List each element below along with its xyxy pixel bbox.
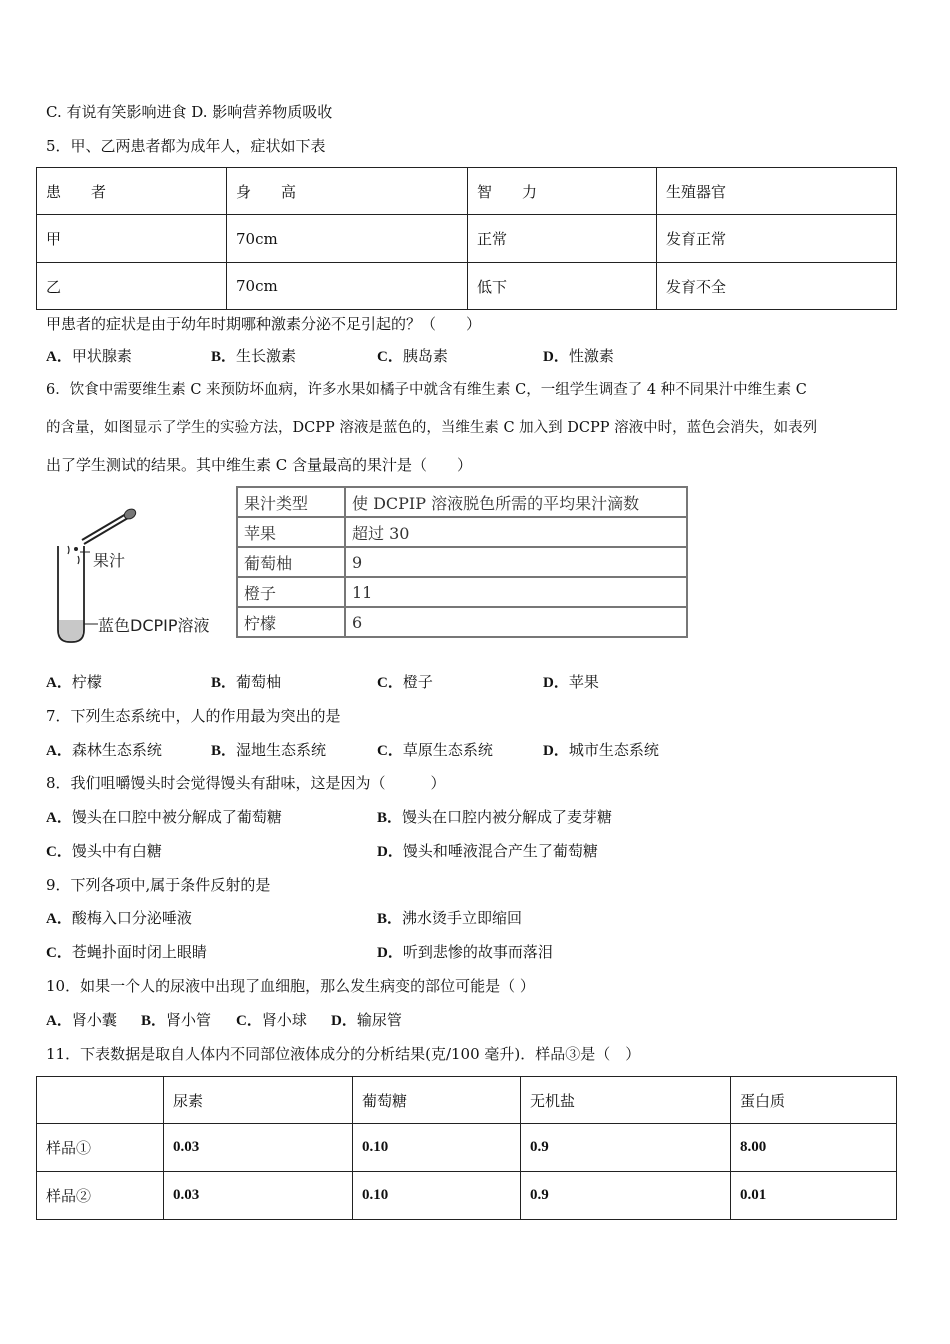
table-row <box>237 547 687 577</box>
q8-stem: 8．我们咀嚼馒头时会觉得馒头有甜味，这是因为（ ） <box>46 774 446 792</box>
table-cell: 70cm <box>227 263 468 310</box>
option-b[interactable]: B．沸水烫手立即缩回 <box>377 909 523 927</box>
table-row <box>37 1172 897 1220</box>
table-row <box>237 577 687 607</box>
q5-table <box>36 167 897 310</box>
table-row <box>237 607 687 637</box>
table-cell: 发育正常 <box>657 215 897 263</box>
table-cell: 样品① <box>37 1124 164 1172</box>
table-cell: 样品② <box>37 1172 164 1220</box>
option-a[interactable]: A．森林生态系统 <box>46 741 162 759</box>
table-header-cell: 葡萄糖 <box>353 1077 521 1124</box>
option-a[interactable]: A．馒头在口腔中被分解成了葡萄糖 <box>46 808 282 826</box>
table-cell: 乙 <box>37 263 227 310</box>
table-header-cell <box>37 1077 164 1124</box>
q5-question: 甲患者的症状是由于幼年时期哪种激素分泌不足引起的？（ ） <box>46 315 482 333</box>
table-cell: 0.9 <box>521 1172 731 1220</box>
q11-stem: 11．下表数据是取自人体内不同部位液体成分的分析结果(克/100 毫升)．样品③是（ ） <box>46 1045 641 1063</box>
table-cell: 超过 30 <box>345 517 687 547</box>
table-cell: 8.00 <box>731 1124 897 1172</box>
option-c[interactable]: C．橙子 <box>377 673 433 691</box>
q10-stem: 10．如果一个人的尿液中出现了血细胞，那么发生病变的部位可能是（ ） <box>46 977 535 995</box>
table-row <box>237 517 687 547</box>
q7-stem: 7．下列生态系统中，人的作用最为突出的是 <box>46 707 341 725</box>
table-cell: 葡萄柚 <box>237 547 345 577</box>
q9-stem: 9．下列各项中,属于条件反射的是 <box>46 876 271 894</box>
table-cell: 0.01 <box>731 1172 897 1220</box>
experiment-figure <box>46 500 236 650</box>
table-cell: 柠檬 <box>237 607 345 637</box>
table-header-cell: 果汁类型 <box>237 487 345 517</box>
option-d[interactable]: D．输尿管 <box>331 1011 402 1029</box>
option-a[interactable]: A．酸梅入口分泌唾液 <box>46 909 192 927</box>
option-c[interactable]: C．苍蝇扑面时闭上眼睛 <box>46 943 207 961</box>
table-header-cell: 生殖器官 <box>657 168 897 215</box>
option-a[interactable]: A．柠檬 <box>46 673 102 691</box>
table-cell: 0.10 <box>353 1172 521 1220</box>
table-cell: 70cm <box>227 215 468 263</box>
table-header-cell: 智 力 <box>468 168 657 215</box>
table-header-cell: 患 者 <box>37 168 227 215</box>
option-d[interactable]: D．城市生态系统 <box>543 741 659 759</box>
table-cell: 0.9 <box>521 1124 731 1172</box>
q6-stem-line1: 6．饮食中需要维生素 C 来预防坏血病，许多水果如橘子中就含有维生素 C，一组学生调查了 4 种不同果汁中维生素 C <box>46 382 807 398</box>
option-c[interactable]: C．肾小球 <box>236 1011 307 1029</box>
table-cell: 橙子 <box>237 577 345 607</box>
option-d[interactable]: D．馒头和唾液混合产生了葡萄糖 <box>377 842 598 860</box>
table-cell: 9 <box>345 547 687 577</box>
table-header-row <box>37 168 897 215</box>
table-cell: 苹果 <box>237 517 345 547</box>
q5-stem: 5．甲、乙两患者都为成年人，症状如下表 <box>46 137 326 155</box>
table-cell: 低下 <box>468 263 657 310</box>
q11-table <box>36 1076 897 1220</box>
table-header-row <box>237 487 687 517</box>
label-dcpip-solution: 蓝色DCPIP溶液 <box>98 616 210 635</box>
dropper-icon <box>74 507 137 551</box>
table-cell: 0.10 <box>353 1124 521 1172</box>
table-cell: 0.03 <box>164 1124 353 1172</box>
option-b[interactable]: B．肾小管 <box>141 1011 212 1029</box>
table-header-cell: 蛋白质 <box>731 1077 897 1124</box>
q6-results-table <box>236 486 688 638</box>
table-header-cell: 无机盐 <box>521 1077 731 1124</box>
option-d[interactable]: D．苹果 <box>543 673 599 691</box>
table-row <box>37 215 897 263</box>
q4-options-tail: C. 有说有笑影响进食 D. 影响营养物质吸收 <box>46 103 333 121</box>
option-d[interactable]: D．性激素 <box>543 347 614 365</box>
test-tube-icon <box>58 546 84 642</box>
table-header-cell: 身 高 <box>227 168 468 215</box>
option-a[interactable]: A．肾小囊 <box>46 1011 117 1029</box>
option-b[interactable]: B．生长激素 <box>211 347 297 365</box>
table-header-cell: 尿素 <box>164 1077 353 1124</box>
table-cell: 正常 <box>468 215 657 263</box>
q6-stem-line3: 出了学生测试的结果。其中维生素 C 含量最高的果汁是（ ） <box>46 456 473 474</box>
label-juice: 果汁 <box>93 551 126 570</box>
table-header-row <box>37 1077 897 1124</box>
option-c[interactable]: C．草原生态系统 <box>377 741 493 759</box>
table-row <box>37 1124 897 1172</box>
q6-stem-line2: 的含量，如图显示了学生的实验方法，DCPP 溶液是蓝色的，当维生素 C 加入到 DCPP 溶液中时，蓝色会消失，如表列 <box>46 420 818 436</box>
option-b[interactable]: B．湿地生态系统 <box>211 741 327 759</box>
option-c[interactable]: C．馒头中有白糖 <box>46 842 162 860</box>
table-row <box>37 263 897 310</box>
table-cell: 11 <box>345 577 687 607</box>
option-c[interactable]: C．胰岛素 <box>377 347 448 365</box>
table-cell: 6 <box>345 607 687 637</box>
option-b[interactable]: B．馒头在口腔内被分解成了麦芽糖 <box>377 808 613 826</box>
option-b[interactable]: B．葡萄柚 <box>211 673 282 691</box>
table-cell: 0.03 <box>164 1172 353 1220</box>
option-d[interactable]: D．听到悲惨的故事而落泪 <box>377 943 553 961</box>
table-cell: 发育不全 <box>657 263 897 310</box>
table-header-cell: 使 DCPIP 溶液脱色所需的平均果汁滴数 <box>345 487 687 517</box>
table-cell: 甲 <box>37 215 227 263</box>
option-a[interactable]: A．甲状腺素 <box>46 347 132 365</box>
